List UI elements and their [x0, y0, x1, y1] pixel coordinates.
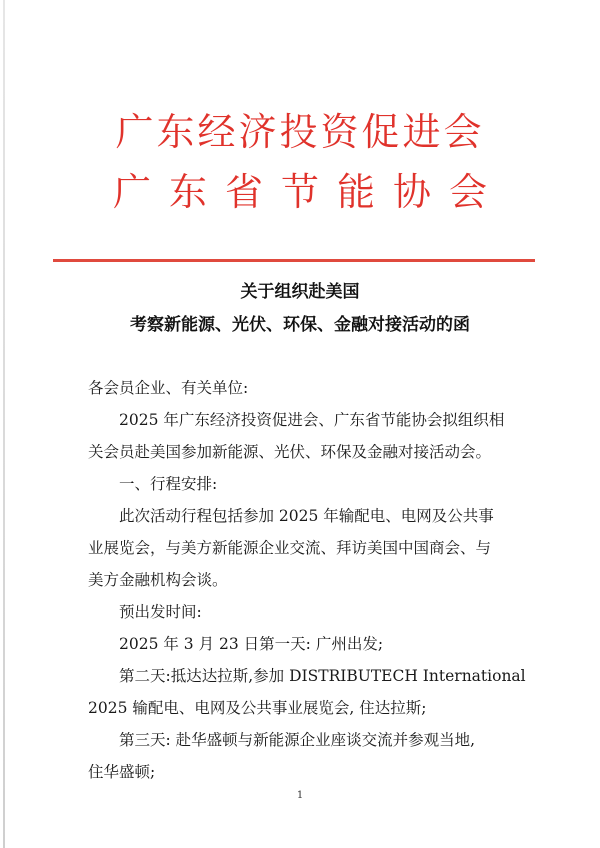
- letterhead-org-1: 广东经济投资促进会: [115, 110, 485, 154]
- schedule-label: 预出发时间:: [119, 603, 202, 621]
- schedule-day-1: 2025 年 3 月 23 日第一天: 广州出发;: [119, 635, 384, 653]
- document-title-line-2: 考察新能源、光伏、环保、金融对接活动的函: [130, 315, 470, 335]
- letterhead-divider: [53, 259, 535, 262]
- page-number: 1: [296, 790, 304, 801]
- schedule-day-3-line-1: 第三天: 赴华盛顿与新能源企业座谈交流并参观当地,: [119, 731, 476, 749]
- paragraph-2-line-1: 此次活动行程包括参加 2025 年输配电、电网及公共事: [119, 507, 494, 525]
- letterhead-org-2: 广东省节能协会: [112, 170, 505, 214]
- schedule-day-2-line-2: 2025 输配电、电网及公共事业展览会, 住达拉斯;: [88, 699, 427, 717]
- paragraph-1-line-1: 2025 年广东经济投资促进会、广东省节能协会拟组织相: [119, 411, 505, 429]
- paragraph-2-line-3: 美方金融机构会谈。: [88, 571, 228, 589]
- schedule-day-2-line-1: 第二天:抵达达拉斯,参加 DISTRIBUTECH International: [119, 667, 526, 685]
- paragraph-1-line-2: 关会员赴美国参加新能源、光伏、环保及金融对接活动会。: [88, 443, 492, 461]
- section-heading-1: 一、行程安排:: [119, 475, 218, 493]
- document-title-line-1: 关于组织赴美国: [240, 282, 360, 302]
- salutation: 各会员企业、有关单位:: [88, 379, 249, 397]
- schedule-day-3-line-2: 住华盛顿;: [88, 763, 156, 781]
- paragraph-2-line-2: 业展览会，与美方新能源企业交流、拜访美国中国商会、与: [88, 539, 492, 557]
